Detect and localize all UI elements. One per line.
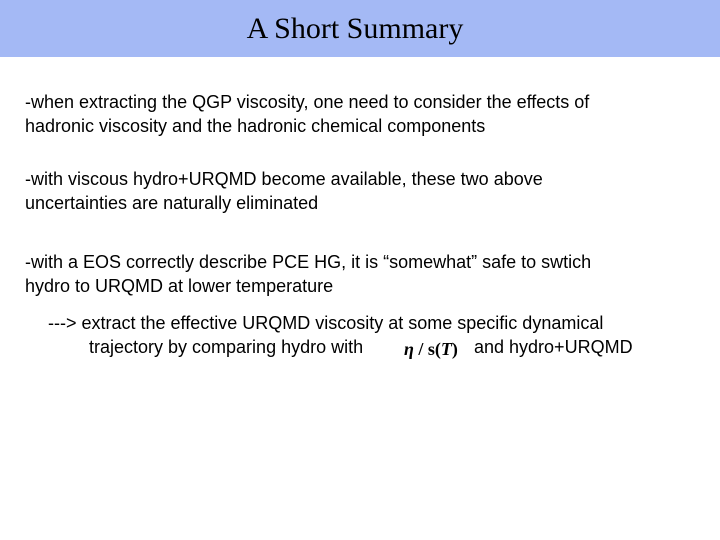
bullet-3: [25, 250, 591, 298]
bullet-3-line-2: hydro to URQMD at lower temperature: [25, 276, 334, 296]
bullet-2-line-2: uncertainties are naturally eliminated: [25, 193, 319, 213]
bullet-2: [25, 167, 543, 215]
bullet-3-line-1: -with a EOS correctly describe PCE HG, it is “somewhat” safe to swtich: [25, 252, 592, 272]
formula-eta: η: [404, 339, 414, 359]
formula-mid: / s(: [413, 339, 441, 359]
conclusion-line-1: ---> extract the effective URQMD viscosity at some specific dynamical: [48, 313, 604, 333]
bullet-1-line-1: -when extracting the QGP viscosity, one need to consider the effects of: [25, 92, 590, 112]
conclusion-line-2-after: and hydro+URQMD: [474, 337, 633, 357]
formula-t: T: [440, 339, 452, 359]
bullet-1: [25, 90, 589, 138]
conclusion-line-2-before: trajectory by comparing hydro with: [89, 337, 364, 357]
formula-end: ): [451, 339, 458, 359]
viscosity-formula: [404, 337, 458, 361]
bullet-1-line-2: hadronic viscosity and the hadronic chemical components: [25, 116, 486, 136]
slide-title: A Short Summary: [246, 12, 464, 45]
bullet-2-line-1: -with viscous hydro+URQMD become available, these two above: [25, 169, 543, 189]
